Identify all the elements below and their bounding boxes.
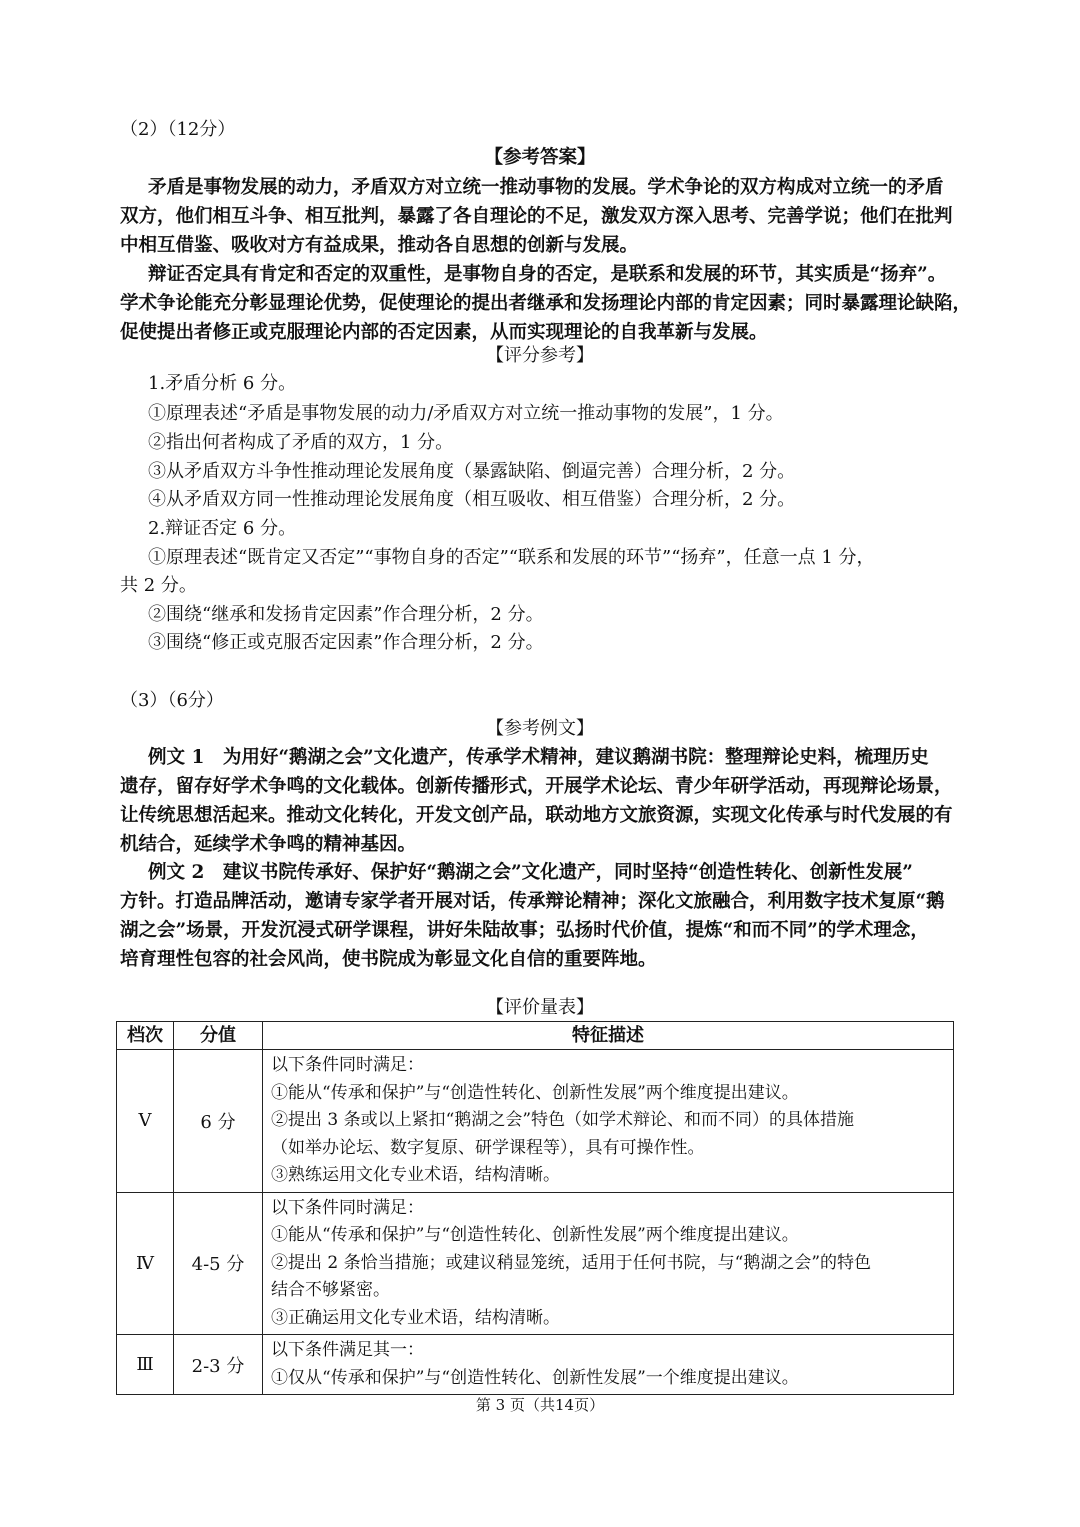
score-item-2-2: ②围绕“继承和发扬肯定因素”作合理分析，2 分。 (148, 604, 544, 625)
rubric-desc-line: ②提出 2 条恰当措施；或建议稍显笼统，适用于任何书院，与“鹅湖之会”的特色 (271, 1252, 872, 1273)
rubric-row-level-5 (117, 1050, 954, 1193)
rubric-description (263, 1192, 954, 1335)
score-item-1: 1.矛盾分析 6 分。 (148, 373, 297, 394)
q2-para2-line3: 促使提出者修正或克服理论内部的否定因素，从而实现理论的自我革新与发展。 (120, 322, 768, 343)
rubric-desc-line: ③正确运用文化专业术语，结构清晰。 (271, 1307, 560, 1328)
rubric-desc-line: 以下条件同时满足： (271, 1197, 424, 1218)
rubric-desc-line: ①能从“传承和保护”与“创造性转化、创新性发展”两个维度提出建议。 (271, 1082, 799, 1103)
rubric-score: 2-3 分 (174, 1335, 263, 1395)
rubric-description (263, 1050, 954, 1193)
score-item-2-1b: 共 2 分。 (120, 575, 197, 596)
score-item-1-3: ③从矛盾双方斗争性推动理论发展角度（暴露缺陷、倒逼完善）合理分析，2 分。 (148, 461, 796, 482)
rubric-header-description: 特征描述 (263, 1022, 954, 1050)
q3-example-title: 【参考例文】 (486, 718, 594, 739)
q2-para2-line1: 辩证否定具有肯定和否定的双重性，是事物自身的否定，是联系和发展的环节，其实质是“扬弃”。 (148, 264, 947, 285)
score-item-1-1: ①原理表述“矛盾是事物发展的动力/矛盾双方对立统一推动事物的发展”，1 分。 (148, 403, 784, 424)
rubric-desc-line: ③熟练运用文化专业术语，结构清晰。 (271, 1165, 560, 1185)
rubric-header-level: 档次 (117, 1022, 174, 1050)
rubric-desc-line: ①仅从“传承和保护”与“创造性转化、创新性发展”一个维度提出建议。 (271, 1367, 799, 1388)
rubric-level: Ⅴ (117, 1050, 174, 1193)
q2-answer-title: 【参考答案】 (484, 147, 596, 168)
example1-line4: 机结合，延续学术争鸣的精神基因。 (120, 834, 417, 855)
rubric-desc-line: ②提出 3 条或以上紧扣“鹅湖之会”特色（如学术辩论、和而不同）的具体措施 (271, 1110, 855, 1130)
q3-heading: （3）（6分） (120, 690, 224, 711)
rubric-desc-line: （如举办论坛、数字复原、研学课程等），具有可操作性。 (271, 1137, 705, 1158)
rubric-desc-line: 以下条件同时满足： (271, 1055, 424, 1075)
score-item-2-1a: ①原理表述“既肯定又否定”“事物自身的否定”“联系和发展的环节”“扬弃”，任意一点 1 分， (148, 547, 875, 568)
rubric-desc-line: 结合不够紧密。 (271, 1280, 390, 1300)
rubric-score: 4-5 分 (174, 1192, 263, 1335)
page-footer: 第 3 页（共14页） (475, 1396, 605, 1414)
q2-para2-line2: 学术争论能充分彰显理论优势，促使理论的提出者继承和发扬理论内部的肯定因素；同时暴露理论缺陷， (120, 293, 972, 314)
q2-para1-line2: 双方，他们相互斗争、相互批判，暴露了各自理论的不足，激发双方深入思考、完善学说；他们在批判 (120, 206, 953, 227)
example2-line3: 湖之会”场景，开发沉浸式研学课程，讲好朱陆故事；弘扬时代价值，提炼“和而不同”的学术理念， (120, 920, 929, 941)
rubric-title: 【评价量表】 (486, 997, 594, 1018)
q2-score-title: 【评分参考】 (486, 345, 594, 366)
q2-heading: （2）（12分） (120, 119, 236, 140)
example2-line2: 方针。打造品牌活动，邀请专家学者开展对话，传承辩论精神；深化文旅融合，利用数字技术复原“鹅 (120, 891, 945, 912)
rubric-desc-line: 以下条件满足其一： (271, 1340, 424, 1360)
rubric-table (116, 1021, 954, 1395)
rubric-description (263, 1335, 954, 1395)
example1-line3: 让传统思想活起来。推动文化转化，开发文创产品，联动地方文旅资源，实现文化传承与时代发展的有 (120, 805, 953, 826)
rubric-level: Ⅳ (117, 1192, 174, 1335)
q2-para1-line3: 中相互借鉴、吸收对方有益成果，推动各自思想的创新与发展。 (120, 235, 639, 256)
score-item-2: 2.辩证否定 6 分。 (148, 518, 297, 539)
example2-line4: 培育理性包容的社会风尚，使书院成为彰显文化自信的重要阵地。 (120, 949, 657, 970)
q2-para1-line1: 矛盾是事物发展的动力，矛盾双方对立统一推动事物的发展。学术争论的双方构成对立统一的矛盾 (148, 177, 944, 198)
score-item-2-3: ③围绕“修正或克服否定因素”作合理分析，2 分。 (148, 632, 544, 653)
rubric-header-score: 分值 (174, 1022, 263, 1050)
rubric-desc-line: ①能从“传承和保护”与“创造性转化、创新性发展”两个维度提出建议。 (271, 1225, 799, 1245)
rubric-score: 6 分 (174, 1050, 263, 1193)
rubric-row-level-3 (117, 1335, 954, 1395)
example2-line1: 例文 2 建议书院传承好、保护好“鹅湖之会”文化遗产，同时坚持“创造性转化、创新性发展” (148, 862, 913, 883)
rubric-header-row (117, 1022, 954, 1050)
example1-line1: 例文 1 为用好“鹅湖之会”文化遗产，传承学术精神，建议鹅湖书院：整理辩论史料，梳理历史 (148, 747, 929, 768)
score-item-1-4: ④从矛盾双方同一性推动理论发展角度（相互吸收、相互借鉴）合理分析，2 分。 (148, 489, 796, 510)
score-item-1-2: ②指出何者构成了矛盾的双方，1 分。 (148, 432, 454, 453)
example1-line2: 遗存，留存好学术争鸣的文化载体。创新传播形式，开展学术论坛、青少年研学活动，再现辩论场景， (120, 776, 953, 797)
rubric-level: Ⅲ (117, 1335, 174, 1395)
rubric-row-level-4 (117, 1192, 954, 1335)
